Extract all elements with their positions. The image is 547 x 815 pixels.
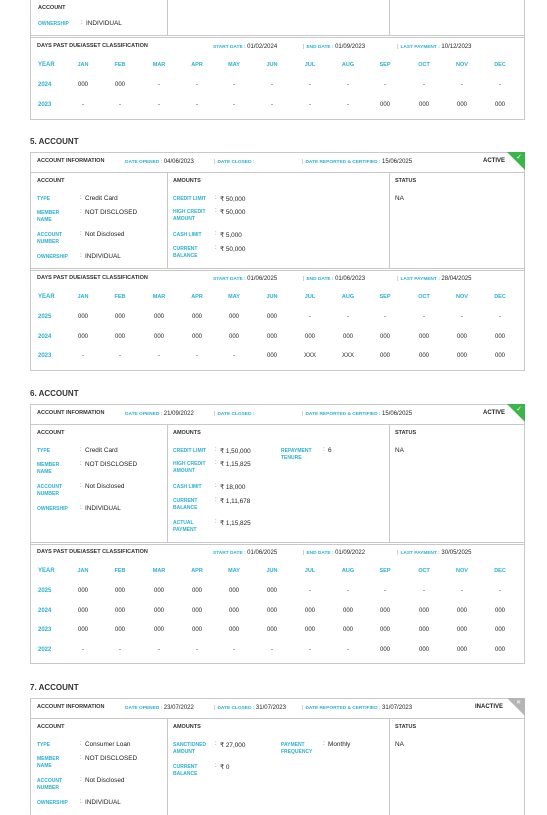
acc5-dpd-cell: 000 [456, 353, 467, 360]
account-5-status-tag: ACTIVE [483, 158, 506, 164]
check-icon: ✓ [516, 154, 522, 161]
acc6-actual-payment-label: ACTUAL PAYMENT [173, 520, 197, 533]
acc6-dpd-cell: - [309, 647, 311, 654]
acc6-dpd-cell: - [347, 588, 349, 594]
acc6-dpd-cell: 000 [266, 588, 277, 594]
acc6-dpd-start-label: START DATE : 01/06/2025 [213, 550, 278, 556]
top-dpd-cell: 000 [418, 101, 429, 108]
acc5-status-value: NA [395, 195, 404, 202]
acc7-type-label: TYPE [37, 742, 51, 748]
acc6-dpd-row-year: 2024 [38, 607, 52, 614]
acc6-dpd-month-nov: NOV [456, 568, 468, 574]
acc5-dpd-cell: 000 [456, 333, 467, 340]
acc6-dpd-month-mar: MAR [152, 568, 166, 574]
acc6-dpd-cell: 000 [266, 627, 277, 634]
acc6-dpd-title: DAYS PAST DUE/ASSET CLASSIFICATION [37, 549, 148, 555]
acc6-credit-limit-value: ₹ 1,50,000 [220, 448, 251, 455]
acc6-dpd-month-dec: DEC [494, 568, 506, 574]
acc6-dpd-month-jul: JUL [304, 568, 316, 574]
acc7-sanctioned-amount-colon: : [215, 741, 217, 747]
acc6-date-reported: | DATE REPORTED & CERTIFIED : 15/06/2025 [302, 411, 413, 417]
acc5-status-col-header: STATUS [395, 178, 417, 184]
top-dpd-last-label: | LAST PAYMENT : 10/12/2023 [397, 44, 472, 50]
acc6-status-value: NA [395, 447, 404, 454]
acc6-dpd-cell: 000 [77, 627, 88, 634]
top-dpd-cell: - [196, 82, 198, 88]
acc6-dpd-cell: 000 [77, 607, 88, 614]
acc6-dpd-cell: 000 [304, 607, 315, 614]
acc7-current-balance-value: ₹ 0 [220, 764, 230, 771]
top-dpd-cell: - [271, 82, 273, 88]
top-dpd-month-dec: DEC [494, 62, 506, 68]
acc7-account-number-value: Not Disclosed [85, 777, 125, 784]
acc6-dpd-cell: 000 [153, 588, 164, 594]
top-dpd-cell: 000 [114, 82, 125, 88]
acc6-repayment-tenure-value: 6 [328, 447, 332, 454]
acc6-dpd-year-header: YEAR [38, 568, 55, 574]
acc6-credit-limit-label: CREDIT LIMIT [173, 448, 207, 454]
acc5-member-name-value: NOT DISCLOSED [85, 209, 138, 216]
top-dpd-cell: - [271, 101, 273, 108]
acc6-dpd-month-feb: FEB [114, 568, 126, 574]
acc6-dpd-cell: - [499, 588, 501, 594]
acc7-current-balance-label: CURRENT BALANCE [173, 764, 198, 777]
acc6-dpd-cell: - [82, 647, 84, 654]
account-6-title: 6. ACCOUNT [30, 389, 79, 398]
top-dpd-cell: 000 [456, 101, 467, 108]
top-dpd-row-year: 2024 [38, 82, 52, 88]
acc6-dpd-end-label: | END DATE : 01/09/2022 [303, 550, 366, 556]
acc6-dpd-row-year: 2023 [38, 627, 52, 634]
acc6-dpd-cell: 000 [342, 627, 353, 634]
acc5-credit-limit-colon: : [215, 195, 217, 201]
acc5-account-number-label: ACCOUNT NUMBER [37, 232, 62, 245]
acc6-member-name-label: MEMBER NAME [37, 462, 60, 475]
acc5-dpd-cell: 000 [114, 333, 125, 340]
acc7-ownership-label: OWNERSHIP [37, 800, 68, 806]
acc5-dpd-cell: 000 [228, 333, 239, 340]
acc5-dpd-cell: 000 [266, 314, 277, 320]
acc7-current-balance-colon: : [215, 763, 217, 769]
acc7-date-reported: | DATE REPORTED & CERTIFIED : 31/07/2023 [302, 705, 413, 711]
top-dpd-cell: - [233, 101, 235, 108]
acc6-dpd-month-jun: JUN [266, 568, 278, 574]
acc6-dpd-cell: 000 [456, 607, 467, 614]
acc6-dpd-cell: 000 [114, 627, 125, 634]
acc6-account-number-colon: : [80, 483, 82, 489]
acc5-dpd-cell: 000 [228, 314, 239, 320]
top-dpd-month-mar: MAR [152, 62, 166, 68]
acc6-ownership-label: OWNERSHIP [37, 506, 68, 512]
acc6-dpd-cell: - [461, 588, 463, 594]
acc5-dpd-end-label: | END DATE : 01/06/2023 [303, 276, 366, 282]
acc7-member-name-colon: : [80, 755, 82, 761]
acc5-current-balance-colon: : [215, 245, 217, 251]
acc6-dpd-cell: 000 [191, 627, 202, 634]
acc6-dpd-cell: 000 [418, 607, 429, 614]
acc6-account-number-label: ACCOUNT NUMBER [37, 484, 62, 497]
acc6-dpd-month-apr: APR [191, 568, 203, 574]
acc5-dpd-cell: 000 [494, 353, 505, 360]
acc7-member-name-label: MEMBER NAME [37, 756, 60, 769]
acc6-dpd-cell: 000 [191, 607, 202, 614]
top-dpd-month-aug: AUG [341, 62, 355, 68]
top-dpd-title: DAYS PAST DUE/ASSET CLASSIFICATION [37, 43, 148, 49]
acc7-member-name-value: NOT DISCLOSED [85, 755, 138, 762]
acc6-account-number-value: Not Disclosed [85, 483, 125, 490]
acc6-dpd-cell: - [384, 588, 386, 594]
acc5-dpd-month-mar: MAR [152, 294, 166, 300]
acc6-dpd-cell: 000 [418, 627, 429, 634]
acc7-account-number-colon: : [80, 777, 82, 783]
top-ownership-label: OWNERSHIP [38, 21, 69, 27]
acc7-type-colon: : [80, 741, 82, 747]
acc6-current-balance-label: CURRENT BALANCE [173, 498, 198, 511]
acc6-type-label: TYPE [37, 448, 51, 454]
acc7-account-number-label: ACCOUNT NUMBER [37, 778, 62, 791]
acc6-dpd-cell: 000 [494, 627, 505, 634]
acc5-account-col-header: ACCOUNT [37, 178, 65, 184]
top-dpd-cell: - [158, 82, 160, 88]
acc7-status-value: NA [395, 741, 404, 748]
acc5-dpd-cell: 000 [191, 333, 202, 340]
acc7-payment-frequency-colon: : [323, 741, 325, 747]
acc5-dpd-cell: 000 [379, 353, 390, 360]
acc5-dpd-cell: 000 [418, 333, 429, 340]
acc6-cash-limit-label: CASH LIMIT [173, 484, 202, 490]
acc6-date-opened: DATE OPENED : 21/09/2022 [125, 411, 194, 417]
close-icon: ✕ [515, 700, 521, 706]
acc6-dpd-row-year: 2025 [38, 588, 52, 594]
acc6-dpd-cell: 000 [153, 627, 164, 634]
acc6-dpd-cell: 000 [418, 647, 429, 654]
acc6-dpd-month-may: MAY [228, 568, 240, 574]
acc5-dpd-cell: 000 [494, 333, 505, 340]
acc5-dpd-cell: 000 [191, 314, 202, 320]
acc5-credit-limit-label: CREDIT LIMIT [173, 196, 207, 202]
acc7-date-opened: DATE OPENED : 23/07/2022 [125, 705, 194, 711]
acc6-repayment-tenure-label: REPAYMENT TENURE [281, 448, 312, 461]
top-dpd-cell: - [461, 82, 463, 88]
acc5-current-balance-label: CURRENT BALANCE [173, 246, 198, 259]
acc5-account-number-colon: : [80, 231, 82, 237]
acc5-ownership-value: INDIVIDUAL [85, 253, 121, 260]
top-dpd-cell: - [309, 101, 311, 108]
acc5-dpd-cell: - [461, 314, 463, 320]
account-7-status-tag: INACTIVE [475, 704, 504, 710]
acc6-account-info-title: ACCOUNT INFORMATION [37, 410, 105, 416]
acc5-dpd-row-year: 2025 [38, 314, 52, 320]
top-dpd-cell: - [347, 101, 349, 108]
acc5-dpd-cell: - [423, 314, 425, 320]
acc5-dpd-cell: 000 [153, 333, 164, 340]
top-dpd-cell: - [423, 82, 425, 88]
acc5-account-info-title: ACCOUNT INFORMATION [37, 158, 105, 164]
acc5-dpd-month-apr: APR [191, 294, 203, 300]
acc5-ownership-label: OWNERSHIP [37, 254, 68, 260]
acc6-credit-limit-colon: : [215, 447, 217, 453]
top-dpd-month-sep: SEP [379, 62, 391, 68]
top-dpd-cell: - [233, 82, 235, 88]
top-dpd-cell: - [347, 82, 349, 88]
acc5-member-name-colon: : [80, 209, 82, 215]
acc5-dpd-year-header: YEAR [38, 294, 55, 300]
acc6-dpd-cell: 000 [114, 588, 125, 594]
top-dpd-month-jun: JUN [266, 62, 278, 68]
acc5-dpd-cell: - [119, 353, 121, 360]
acc6-dpd-cell: 000 [304, 627, 315, 634]
acc6-dpd-cell: 000 [379, 647, 390, 654]
acc6-current-balance-value: ₹ 1,11,678 [220, 498, 251, 505]
acc5-dpd-cell: 000 [153, 314, 164, 320]
acc6-amounts-col-header: AMOUNTS [173, 430, 201, 436]
acc5-date-opened: DATE OPENED : 04/06/2023 [125, 159, 194, 165]
acc5-ownership-colon: : [80, 253, 82, 259]
acc5-credit-limit-value: ₹ 50,000 [220, 196, 246, 203]
acc6-repayment-tenure-colon: : [323, 447, 325, 453]
acc6-current-balance-colon: : [215, 497, 217, 503]
acc5-dpd-cell: 000 [418, 353, 429, 360]
acc5-dpd-month-jul: JUL [304, 294, 316, 300]
top-dpd-cell: 000 [494, 101, 505, 108]
acc5-dpd-row-year: 2024 [38, 333, 52, 340]
acc6-dpd-cell: 000 [191, 588, 202, 594]
acc5-dpd-cell: - [158, 353, 160, 360]
acc5-current-balance-value: ₹ 50,000 [220, 246, 246, 253]
acc5-high-credit-value: ₹ 50,000 [220, 209, 246, 216]
acc6-dpd-cell: 000 [379, 627, 390, 634]
top-dpd-cell: 000 [379, 101, 390, 108]
acc5-high-credit-label: HIGH CREDIT AMOUNT [173, 209, 206, 222]
acc5-amounts-col-header: AMOUNTS [173, 178, 201, 184]
acc5-date-closed: | DATE CLOSED : [214, 159, 255, 165]
acc5-dpd-cell: - [196, 353, 198, 360]
acc5-dpd-title: DAYS PAST DUE/ASSET CLASSIFICATION [37, 275, 148, 281]
acc6-dpd-month-oct: OCT [418, 568, 430, 574]
acc5-dpd-month-feb: FEB [114, 294, 126, 300]
acc6-dpd-month-sep: SEP [379, 568, 391, 574]
acc6-dpd-row-year: 2022 [38, 647, 52, 654]
account-6-box [30, 404, 525, 664]
acc6-dpd-cell: 000 [228, 627, 239, 634]
acc6-account-col-header: ACCOUNT [37, 430, 65, 436]
acc7-account-info-title: ACCOUNT INFORMATION [37, 704, 105, 710]
top-dpd-cell: - [158, 101, 160, 108]
acc5-dpd-cell: 000 [266, 353, 277, 360]
acc6-dpd-cell: 000 [456, 627, 467, 634]
acc6-date-closed: | DATE CLOSED : [214, 411, 255, 417]
top-dpd-cell: - [196, 101, 198, 108]
acc5-dpd-month-dec: DEC [494, 294, 506, 300]
acc5-dpd-month-jan: JAN [77, 294, 89, 300]
acc6-dpd-last-label: | LAST PAYMENT : 30/05/2025 [397, 550, 472, 556]
acc5-dpd-cell: 000 [266, 333, 277, 340]
top-dpd-start-label: START DATE : 01/02/2024 [213, 44, 278, 50]
acc5-account-number-value: Not Disclosed [85, 231, 125, 238]
acc6-dpd-cell: 000 [77, 588, 88, 594]
acc7-sanctioned-amount-value: ₹ 27,000 [220, 742, 246, 749]
acc6-type-value: Credit Card [85, 447, 118, 454]
top-ownership-value: INDIVIDUAL [86, 20, 122, 27]
top-dpd-month-feb: FEB [114, 62, 126, 68]
acc5-dpd-month-jun: JUN [266, 294, 278, 300]
top-dpd-row-year: 2023 [38, 101, 52, 108]
account-7-title: 7. ACCOUNT [30, 683, 79, 692]
top-dpd-cell: - [384, 82, 386, 88]
acc5-type-colon: : [80, 195, 82, 201]
top-dpd-month-jul: JUL [304, 62, 316, 68]
acc6-dpd-cell: 000 [114, 607, 125, 614]
acc5-dpd-cell: - [233, 353, 235, 360]
acc6-dpd-cell: 000 [228, 588, 239, 594]
top-dpd-month-oct: OCT [418, 62, 430, 68]
acc7-account-col-header: ACCOUNT [37, 724, 65, 730]
acc7-status-col-header: STATUS [395, 724, 417, 730]
acc5-dpd-row-year: 2023 [38, 353, 52, 360]
account-5-title: 5. ACCOUNT [30, 137, 79, 146]
acc6-ownership-value: INDIVIDUAL [85, 505, 121, 512]
acc6-dpd-cell: - [423, 588, 425, 594]
top-dpd-cell: 000 [77, 82, 88, 88]
top-dpd-cell: - [82, 101, 84, 108]
acc6-actual-payment-value: ₹ 1,15,825 [220, 520, 251, 527]
acc5-dpd-cell: XXX [341, 353, 354, 360]
top-account-box: ACCOUNT OWNERSHIP : INDIVIDUAL [30, 0, 525, 120]
acc5-dpd-last-label: | LAST PAYMENT : 28/04/2025 [397, 276, 472, 282]
acc6-ownership-colon: : [80, 505, 82, 511]
acc6-dpd-cell: 000 [379, 607, 390, 614]
acc5-dpd-month-nov: NOV [456, 294, 468, 300]
acc5-high-credit-colon: : [215, 208, 217, 214]
acc6-status-col-header: STATUS [395, 430, 417, 436]
acc6-cash-limit-value: ₹ 18,000 [220, 484, 246, 491]
acc6-dpd-cell: 000 [494, 647, 505, 654]
acc5-dpd-month-aug: AUG [341, 294, 355, 300]
acc6-dpd-cell: 000 [342, 607, 353, 614]
acc7-date-closed: | DATE CLOSED : 31/07/2023 [214, 705, 286, 711]
top-account-header: ACCOUNT [38, 5, 66, 11]
acc6-type-colon: : [80, 447, 82, 453]
acc6-dpd-cell: - [271, 647, 273, 654]
acc6-dpd-month-aug: AUG [341, 568, 355, 574]
acc6-dpd-cell: 000 [494, 607, 505, 614]
account-6-status-tag: ACTIVE [483, 410, 506, 416]
acc5-dpd-month-sep: SEP [379, 294, 391, 300]
acc6-dpd-cell: - [233, 647, 235, 654]
acc5-dpd-month-may: MAY [228, 294, 240, 300]
top-dpd-cell: - [499, 82, 501, 88]
acc6-high-credit-colon: : [215, 460, 217, 466]
top-dpd-end-label: | END DATE : 01/09/2023 [303, 44, 366, 50]
top-dpd-year-header: YEAR [38, 62, 55, 68]
acc5-dpd-cell: 000 [77, 314, 88, 320]
acc7-sanctioned-amount-label: SANCTIONED AMOUNT [173, 742, 207, 755]
acc5-cash-limit-colon: : [215, 231, 217, 237]
acc7-type-value: Consumer Loan [85, 741, 131, 748]
acc6-member-name-value: NOT DISCLOSED [85, 461, 138, 468]
acc6-dpd-cell: 000 [456, 647, 467, 654]
acc5-dpd-cell: 000 [77, 333, 88, 340]
acc5-cash-limit-label: CASH LIMIT [173, 232, 202, 238]
acc6-dpd-cell: - [309, 588, 311, 594]
acc5-member-name-label: MEMBER NAME [37, 210, 60, 223]
acc5-dpd-cell: - [347, 314, 349, 320]
top-dpd-month-jan: JAN [77, 62, 89, 68]
acc6-dpd-cell: - [158, 647, 160, 654]
acc5-date-reported: | DATE REPORTED & CERTIFIED : 15/06/2025 [302, 159, 413, 165]
acc5-dpd-cell: XXX [303, 353, 316, 360]
top-dpd-cell: - [119, 101, 121, 108]
acc5-type-label: TYPE [37, 196, 51, 202]
acc7-payment-frequency-value: Monthly [328, 741, 351, 748]
acc5-dpd-cell: 000 [342, 333, 353, 340]
top-dpd-month-nov: NOV [456, 62, 468, 68]
acc5-dpd-cell: - [384, 314, 386, 320]
acc5-type-value: Credit Card [85, 195, 118, 202]
acc5-dpd-month-oct: OCT [418, 294, 430, 300]
acc6-dpd-cell: 000 [266, 607, 277, 614]
acc7-ownership-value: INDIVIDUAL [85, 799, 121, 806]
acc6-high-credit-value: ₹ 1,15,825 [220, 461, 251, 468]
acc5-dpd-start-label: START DATE : 01/06/2025 [213, 276, 278, 282]
acc7-ownership-colon: : [80, 799, 82, 805]
top-dpd-cell: - [309, 82, 311, 88]
acc5-dpd-cell: 000 [379, 333, 390, 340]
top-dpd-month-may: MAY [228, 62, 240, 68]
acc6-dpd-cell: - [119, 647, 121, 654]
acc5-dpd-cell: - [82, 353, 84, 360]
acc6-actual-payment-colon: : [215, 519, 217, 525]
acc6-dpd-cell: - [347, 647, 349, 654]
acc5-cash-limit-value: ₹ 5,000 [220, 232, 242, 239]
acc6-dpd-month-jan: JAN [77, 568, 89, 574]
acc5-dpd-cell: 000 [114, 314, 125, 320]
check-icon: ✓ [516, 406, 522, 413]
acc6-cash-limit-colon: : [215, 483, 217, 489]
acc7-payment-frequency-label: PAYMENT FREQUENCY [281, 742, 313, 755]
acc5-dpd-cell: - [309, 314, 311, 320]
acc6-high-credit-label: HIGH CREDIT AMOUNT [173, 461, 206, 474]
acc6-member-name-colon: : [80, 461, 82, 467]
acc5-dpd-cell: - [499, 314, 501, 320]
acc6-dpd-cell: 000 [228, 607, 239, 614]
acc5-dpd-cell: 000 [304, 333, 315, 340]
acc6-dpd-cell: 000 [153, 607, 164, 614]
acc6-dpd-cell: - [196, 647, 198, 654]
top-dpd-month-apr: APR [191, 62, 203, 68]
acc7-amounts-col-header: AMOUNTS [173, 724, 201, 730]
